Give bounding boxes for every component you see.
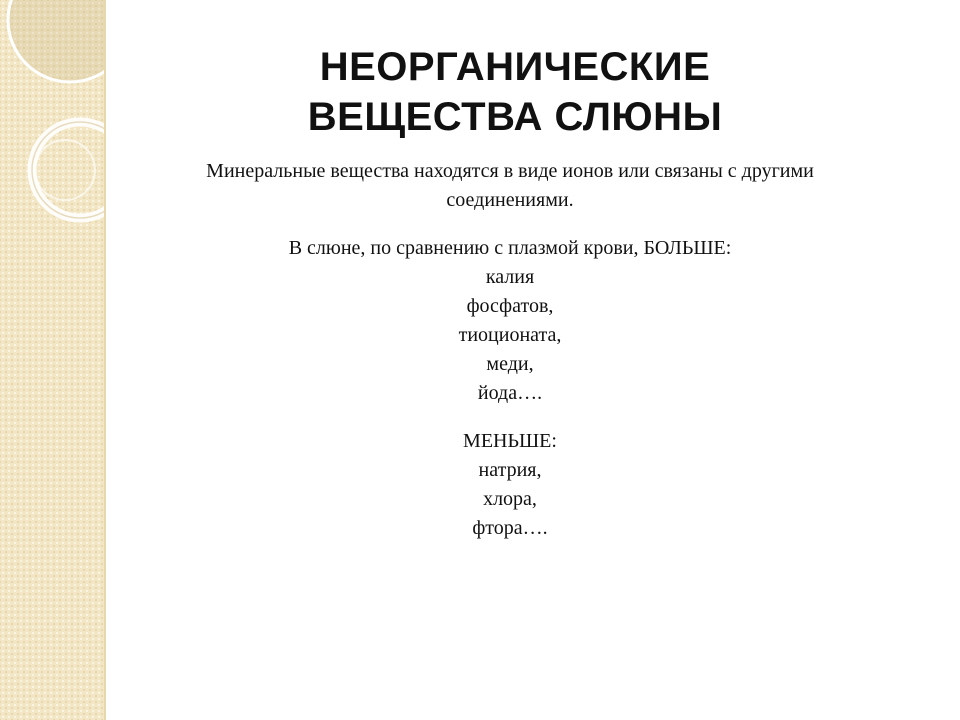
intro-line-2: соединениями. [446,189,574,211]
decorative-rings-icon [0,0,106,720]
less-heading: МЕНЬШЕ: [463,430,557,452]
more-item: фосфатов, [466,295,554,317]
more-heading: В слюне, по сравнению с плазмой крови, БОЛЬШЕ: [288,237,732,259]
decorative-side-panel [0,0,106,720]
more-item: меди, [486,353,534,375]
less-item: фтора…. [472,517,548,539]
more-item: тиоционата, [458,324,562,346]
title-line-2: ВЕЩЕСТВА СЛЮНЫ [307,95,723,139]
slide-title [230,42,800,142]
more-item: йода…. [477,382,543,404]
panel-edge [104,0,106,720]
less-item: хлора, [483,488,537,510]
spacer [130,215,890,234]
less-item: натрия, [478,459,542,481]
title-line-1: НЕОРГАНИЧЕСКИЕ [319,45,711,89]
spacer [130,408,890,427]
intro-line-1: Минеральные вещества находятся в виде ионов или связаны с другими [206,160,814,182]
more-item: калия [485,266,535,288]
slide-body [130,157,890,543]
